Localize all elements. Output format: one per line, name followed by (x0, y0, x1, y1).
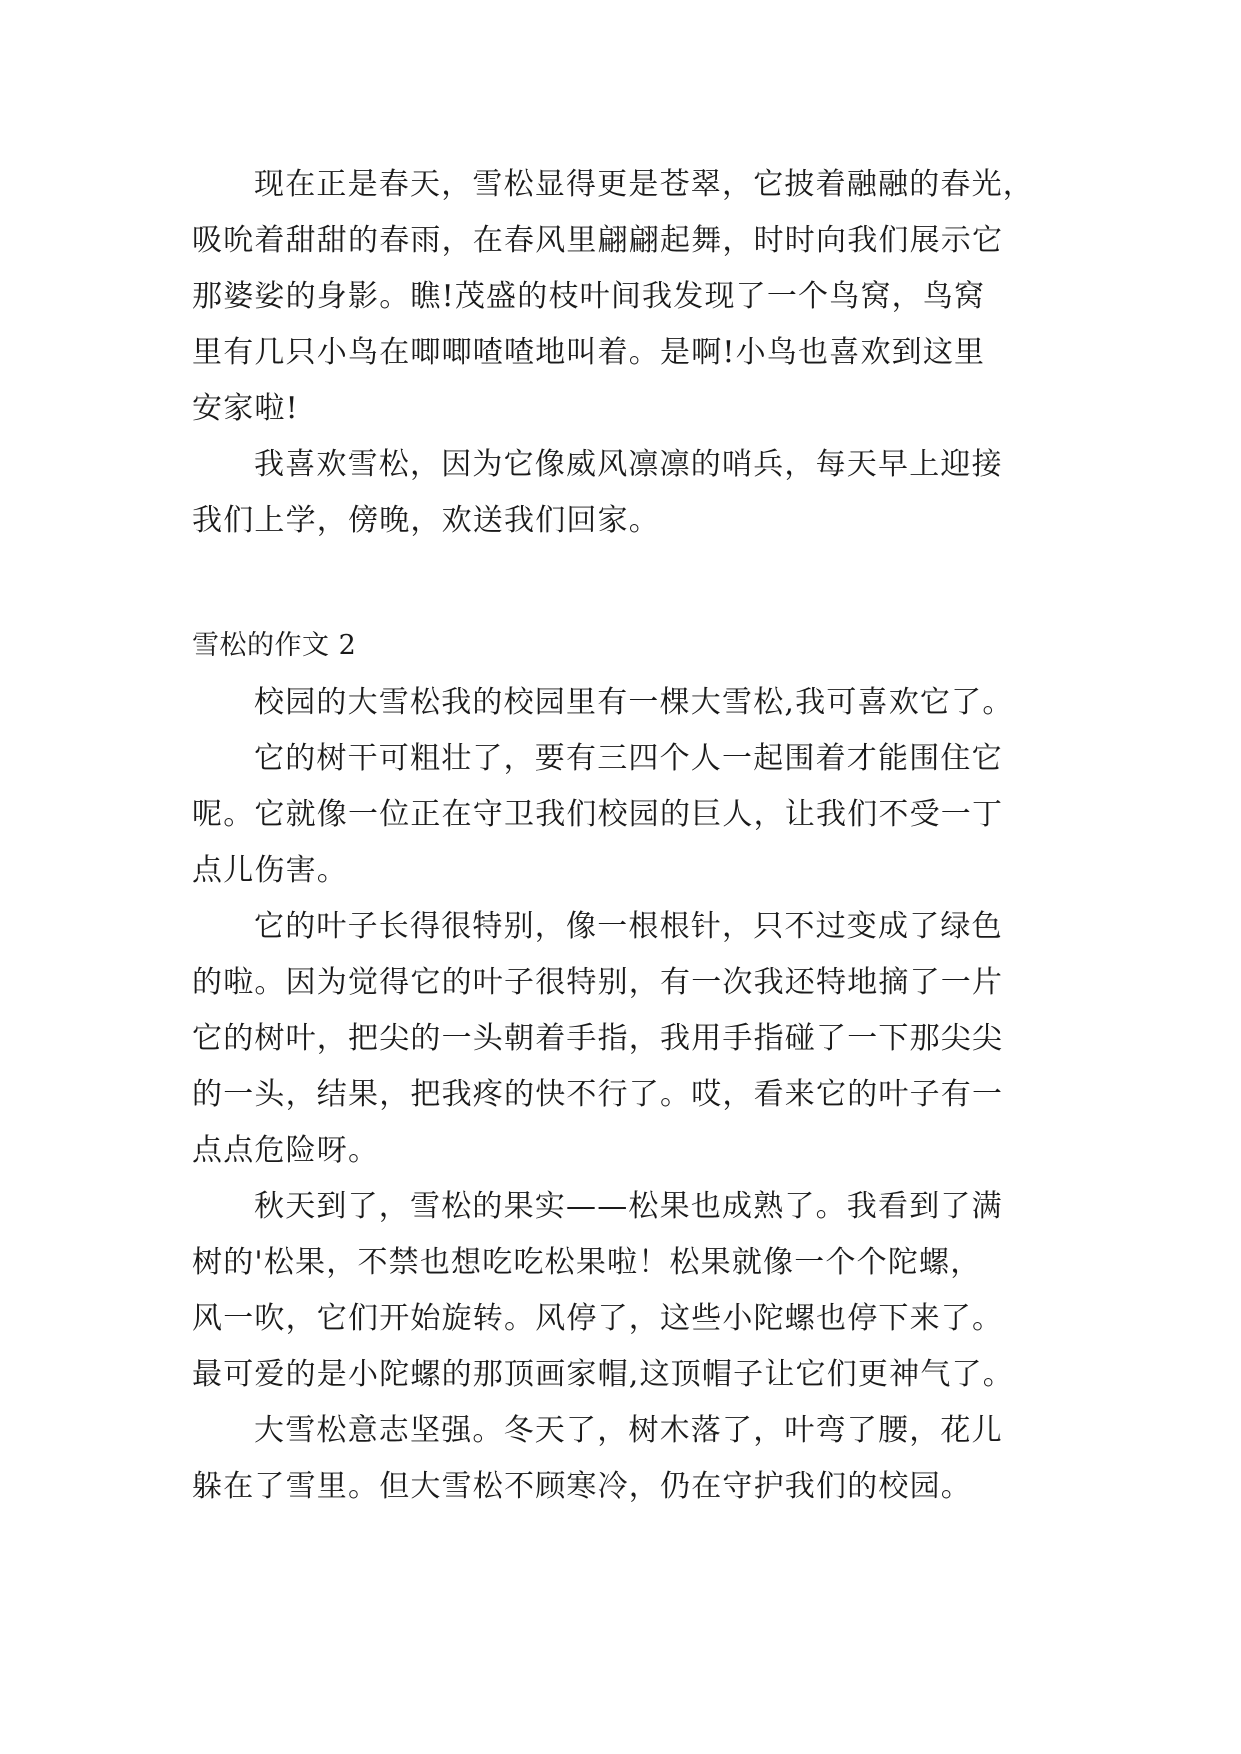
text-line: 它的树叶，把尖的一头朝着手指，我用手指碰了一下那尖尖 (192, 1021, 1004, 1056)
text-line: 现在正是春天，雪松显得更是苍翠，它披着融融的春光， (254, 167, 1034, 202)
section-heading: 雪松的作文 2 (192, 630, 357, 661)
text-line: 点儿伤害。 (192, 853, 348, 888)
text-line: 最可爱的是小陀螺的那顶画家帽,这顶帽子让它们更神气了。 (192, 1357, 1014, 1392)
text-line: 风一吹，它们开始旋转。风停了，这些小陀螺也停下来了。 (192, 1301, 1004, 1336)
text-line: 秋天到了，雪松的果实——松果也成熟了。我看到了满 (254, 1189, 1003, 1224)
text-line: 的啦。因为觉得它的叶子很特别，有一次我还特地摘了一片 (192, 965, 1004, 1000)
text-line: 的一头，结果，把我疼的快不行了。哎，看来它的叶子有一 (192, 1077, 1004, 1112)
text-line: 树的'松果，不禁也想吃吃松果啦！松果就像一个个陀螺， (192, 1245, 982, 1280)
text-line: 我喜欢雪松，因为它像威风凛凛的哨兵，每天早上迎接 (254, 447, 1003, 482)
text-line: 吸吮着甜甜的春雨，在春风里翩翩起舞，时时向我们展示它 (192, 223, 1004, 258)
text-line: 校园的大雪松我的校园里有一棵大雪松,我可喜欢它了。 (254, 685, 1014, 720)
text-line: 呢。它就像一位正在守卫我们校园的巨人，让我们不受一丁 (192, 797, 1004, 832)
text-line: 大雪松意志坚强。冬天了，树木落了，叶弯了腰，花儿 (254, 1413, 1003, 1448)
text-line: 躲在了雪里。但大雪松不顾寒冷，仍在守护我们的校园。 (192, 1469, 972, 1504)
text-line: 它的叶子长得很特别，像一根根针，只不过变成了绿色 (254, 909, 1003, 944)
text-line: 那婆娑的身影。瞧!茂盛的枝叶间我发现了一个鸟窝，鸟窝 (192, 279, 986, 314)
text-line: 它的树干可粗壮了，要有三四个人一起围着才能围住它 (254, 741, 1003, 776)
text-line: 点点危险呀。 (192, 1133, 380, 1168)
text-line: 我们上学，傍晚，欢送我们回家。 (192, 503, 660, 538)
text-line: 里有几只小鸟在唧唧喳喳地叫着。是啊!小鸟也喜欢到这里 (192, 335, 986, 370)
text-line: 安家啦! (192, 391, 299, 426)
